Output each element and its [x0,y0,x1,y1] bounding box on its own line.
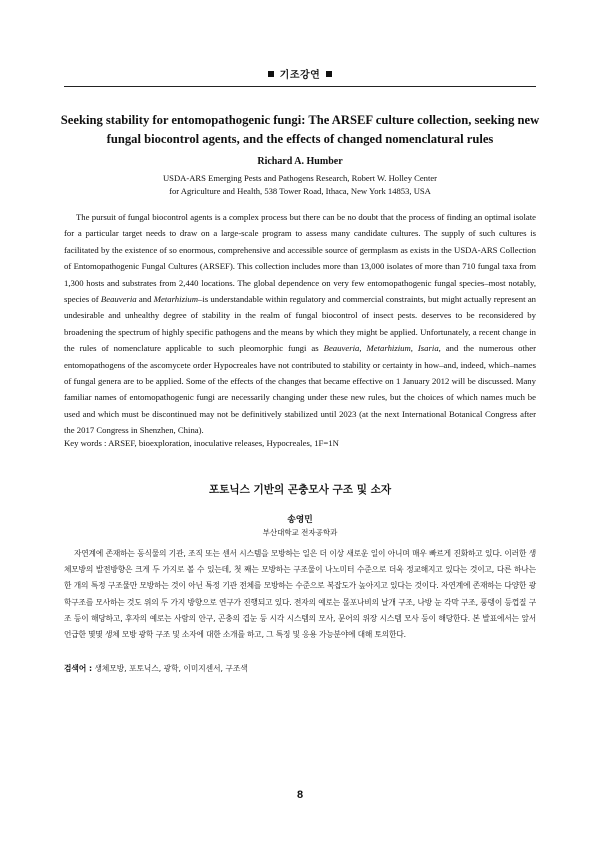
abstract-text: and [136,294,154,305]
genus-name: Beauveria [323,343,360,354]
page-number: 8 [296,789,304,801]
abstract-text: –is understandable within regulatory and commercial constraints, but might actually represent an undesirable and unhealthy degree of stability in the realm of fungal biocontrol of insect pests. deserves to be reconsidered by broadening the spectrum of highly specific pathogens and the means by which they might be applied. Unfortunately, a recent change in the rules of nomenclature applicable to such pleomorphic fungi as [64,294,537,354]
square-bullet-icon [268,71,274,77]
genus-name: Beauveria [100,294,137,305]
keywords-label: 검색어 : [64,664,93,673]
paper-title-ko: 포토닉스 기반의 곤충모사 구조 및 소자 [208,484,392,496]
affiliation-ko: 부산대학교 전자공학과 [262,528,338,537]
keywords-list: 생체모방, 포토닉스, 광학, 이미지센서, 구조색 [92,664,248,673]
abstract-ko: 자연계에 존재하는 동식물의 기관, 조직 또는 센서 시스템을 모방하는 일은 더 이상 새로운 일이 아니며 매우 빠르게 진화하고 있다. 이러한 생체모방의 발전방향은 크게 두 가지로 볼 수 있는데, 첫 째는 모방하는 구조물이 나노미터 수준으로 더욱 정교해지고 있다는 것이고, 다른 하나는 한 개의 특정 구조물만 모방하는 것이 아닌 특정 기관 전체를 모방하는 수준으로 복잡도가 높아지고 있다는 것이다. 자연계에 존재하는 다양한 광학구조를 모사하는 것도 위의 두 가지 방향으로 연구가 진행되고 있다. 전자의 예로는 몰포나비의 날개 구조, 나방 눈 각막 구조, 풍뎅이 등껍질 구조 등이 해당하고, 후자의 예로는 사람의 안구, 곤충의 겹눈 등 시각 시스템의 모사, 문어의 위장 시스템 모사 등이 해당한다. 본 발표에서는 앞서 언급한 몇몇 생체 모방 광학 구조 및 소자에 대한 소개를 하고, 그 특징 및 응용 가능분야에 대해 토의한다. [64,549,536,640]
author-name-ko: 송영민 [287,515,313,525]
genus-name: Isaria [417,343,439,354]
abstract-text: , [359,343,367,354]
affiliation-line-2: for Agriculture and Health, 538 Tower Road, Ithaca, New York 14853, USA [169,186,431,196]
author-name-en: Richard A. Humber [257,156,343,167]
genus-name: Metarhizium [366,343,411,354]
abstract-en [64,209,536,439]
keywords-en: Key words : ARSEF, bioexploration, inoculative releases, Hypocreales, 1F=1N [64,438,339,448]
abstract-text: , and the numerous other entomopathogens of the ascomycete order Hypocreales have not contributed to stability or certainty in how–and, indeed, which–names of fungal genera are to be applied. Some of the effects of the changes that became effective on 1 January 2012 will be discussed. Many familiar names of entomopathogenic fungi are necessarily changing under these new rules, but the choices of which names much be used and which must be discontinued may not be definitively stabilized until 2023 (at the next International Botanical Congress after the 2017 Congress in Shenzhen, China). [64,343,537,436]
keywords-ko [64,662,536,676]
affiliation-line-1: USDA-ARS Emerging Pests and Pathogens Research, Robert W. Holley Center [162,173,438,183]
affiliation-en [0,172,600,198]
square-bullet-icon [326,71,332,77]
paper-title-en: Seeking stability for entomopathogenic fungi: The ARSEF culture collection, seeking new fungal biocontrol agents, and the effects of changed nomenclatural rules [60,113,540,146]
section-header-label: 기조강연 [279,70,321,81]
genus-name: Metarhizium [153,294,198,305]
abstract-text: , [410,343,418,354]
section-header [0,66,600,81]
header-rule [64,86,536,87]
abstract-text: The pursuit of fungal biocontrol agents is a complex process but there can be no doubt that the process of finding an optimal isolate for a particular target needs to draw on a large-scale program to assess many candidate cultures. The supply of such cultures is facilitated by the existence of so enormous, comprehensive and accessible source of germplasm as exists in the USDA-ARS Collection of Entomopathogenic Fungal Cultures (ARSEF). This collection includes more than 13,000 isolates of more than 710 fungal taxa from 1,300 hosts and substrates from 2,440 locations. The global dependence on very few entomopathogenic fungal species–most notably, species of [64,212,536,305]
